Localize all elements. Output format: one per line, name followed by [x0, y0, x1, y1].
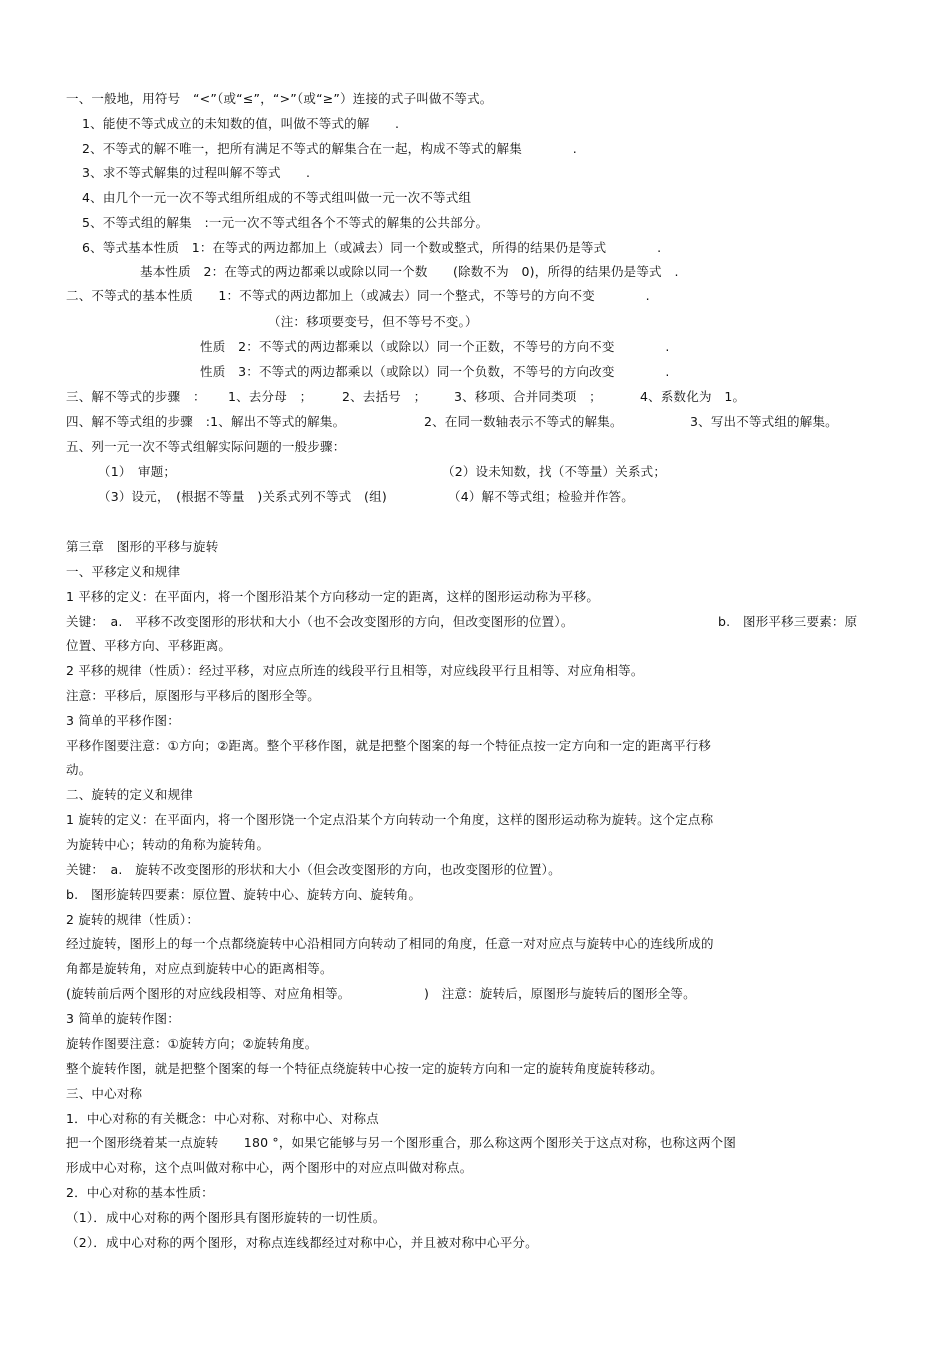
- subheading: 3 简单的旋转作图：: [66, 1011, 180, 1026]
- paragraph-line: 经过旋转，图形上的每一个点都绕旋转中心沿相同方向转动了相同的角度，任意一对对应点与旋转中心的连线所成的: [66, 936, 714, 951]
- paragraph-line: 整个旋转作图，就是把整个图案的每一个特征点绕旋转中心按一定的旋转方向和一定的旋转角度旋转移动。: [66, 1061, 663, 1076]
- step: 1、去分母 ；: [228, 389, 313, 404]
- property-line: 性质 3：不等式的两边都乘以（或除以）同一个负数，不等号的方向改变 .: [200, 364, 670, 379]
- list-item: 基本性质 2：在等式的两边都乘以或除以同一个数 (除数不为 0)，所得的结果仍是等式 .: [140, 264, 679, 279]
- paragraph-line: 为旋转中心；转动的角称为旋转角。: [66, 837, 270, 852]
- step: （2）设未知数，找（不等量）关系式；: [442, 464, 667, 479]
- paragraph-line: b. 图形平移三要素：原: [718, 614, 858, 629]
- paragraph-line: 形成中心对称，这个点叫做对称中心，两个图形中的对应点叫做对称点。: [66, 1160, 473, 1175]
- list-item: 5、不等式组的解集 :一元一次不等式组各个不等式的解集的公共部分。: [82, 215, 489, 230]
- list-item: 6、等式基本性质 1：在等式的两边都加上（或减去）同一个数或整式，所得的结果仍是等式 .: [82, 240, 662, 255]
- list-item: （2）．成中心对称的两个图形，对称点连线都经过对称中心，并且被对称中心平分。: [66, 1235, 538, 1250]
- note: （注：移项要变号，但不等号不变。）: [268, 314, 478, 329]
- section-heading: 三、中心对称: [66, 1086, 143, 1101]
- paragraph-line: ) 注意：旋转后，原图形与旋转后的图形全等。: [424, 986, 696, 1001]
- list-item: 2、不等式的解不唯一，把所有满足不等式的解集合在一起，构成不等式的解集 .: [82, 141, 577, 156]
- chapter-title: 第三章 图形的平移与旋转: [66, 539, 219, 554]
- paragraph-line: 1 平移的定义：在平面内，将一个图形沿某个方向移动一定的距离，这样的图形运动称为平移。: [66, 589, 600, 604]
- section-heading: 三、解不等式的步骤 ：: [66, 389, 206, 404]
- paragraph-line: 角都是旋转角，对应点到旋转中心的距离相等。: [66, 961, 333, 976]
- subheading: 3 简单的平移作图：: [66, 713, 180, 728]
- paragraph-line: 1．中心对称的有关概念：中心对称、对称中心、对称点: [66, 1111, 379, 1126]
- paragraph-line: 平移作图要注意：①方向；②距离。整个平移作图，就是把整个图案的每一个特征点按一定方向和一定的距离平行移: [66, 738, 712, 753]
- inequality-definition: 一、一般地，用符号 “<”（或“≤”，“>”（或“≥”）连接的式子叫做不等式。: [66, 91, 493, 106]
- step: 4、系数化为 1。: [640, 389, 746, 404]
- paragraph-line: 动。: [66, 762, 92, 777]
- step: 3、移项、合并同类项 ；: [454, 389, 602, 404]
- step: （3）设元， (根据不等量 )关系式列不等式 (组): [98, 489, 387, 504]
- paragraph-line: (旋转前后两个图形的对应线段相等、对应角相等。: [66, 986, 351, 1001]
- section-heading: 五、列一元一次不等式组解实际问题的一般步骤：: [66, 439, 346, 454]
- paragraph-line: 位置、平移方向、平移距离。: [66, 638, 232, 653]
- paragraph-line: 旋转作图要注意：①旋转方向；②旋转角度。: [66, 1036, 318, 1051]
- section-heading: 二、旋转的定义和规律: [66, 787, 194, 802]
- section-heading: 一、平移定义和规律: [66, 564, 181, 579]
- paragraph-line: 2 平移的规律（性质）：经过平移，对应点所连的线段平行且相等，对应线段平行且相等、对应角相等。: [66, 663, 644, 678]
- paragraph-line: 注意：平移后，原图形与平移后的图形全等。: [66, 688, 321, 703]
- paragraph-line: 1 旋转的定义：在平面内，将一个图形饶一个定点沿某个方向转动一个角度，这样的图形运动称为旋转。这个定点称: [66, 812, 714, 827]
- list-item: 4、由几个一元一次不等式组所组成的不等式组叫做一元一次不等式组: [82, 190, 472, 205]
- list-item: 1、能使不等式成立的未知数的值，叫做不等式的解 .: [82, 116, 400, 131]
- step: 3、写出不等式组的解集。: [690, 414, 838, 429]
- list-item: （1）．成中心对称的两个图形具有图形旋转的一切性质。: [66, 1210, 386, 1225]
- step: 2、去括号 ；: [342, 389, 427, 404]
- paragraph-line: 关键： a. 旋转不改变图形的形状和大小（但会改变图形的方向，也改变图形的位置）。: [66, 862, 561, 877]
- section-heading: 二、不等式的基本性质 1：不等式的两边都加上（或减去）同一个整式，不等号的方向不变 .: [66, 288, 650, 303]
- step: （4）解不等式组；检验并作答。: [448, 489, 634, 504]
- subheading: 2．中心对称的基本性质：: [66, 1185, 214, 1200]
- step: 2、在同一数轴表示不等式的解集。: [424, 414, 623, 429]
- paragraph-line: b. 图形旋转四要素：原位置、旋转中心、旋转方向、旋转角。: [66, 887, 422, 902]
- subheading: 2 旋转的规律（性质）：: [66, 912, 200, 927]
- property-line: 性质 2：不等式的两边都乘以（或除以）同一个正数，不等号的方向不变 .: [200, 339, 670, 354]
- list-item: 3、求不等式解集的过程叫解不等式 .: [82, 165, 311, 180]
- section-heading: 四、解不等式组的步骤 :1、解出不等式的解集。: [66, 414, 346, 429]
- step: （1） 审题；: [98, 464, 177, 479]
- paragraph-line: 关键： a. 平移不改变图形的形状和大小（也不会改变图形的方向，但改变图形的位置）。: [66, 614, 574, 629]
- paragraph-line: 把一个图形绕着某一点旋转 180 °，如果它能够与另一个图形重合，那么称这两个图形关于这点对称，也称这两个图: [66, 1135, 737, 1150]
